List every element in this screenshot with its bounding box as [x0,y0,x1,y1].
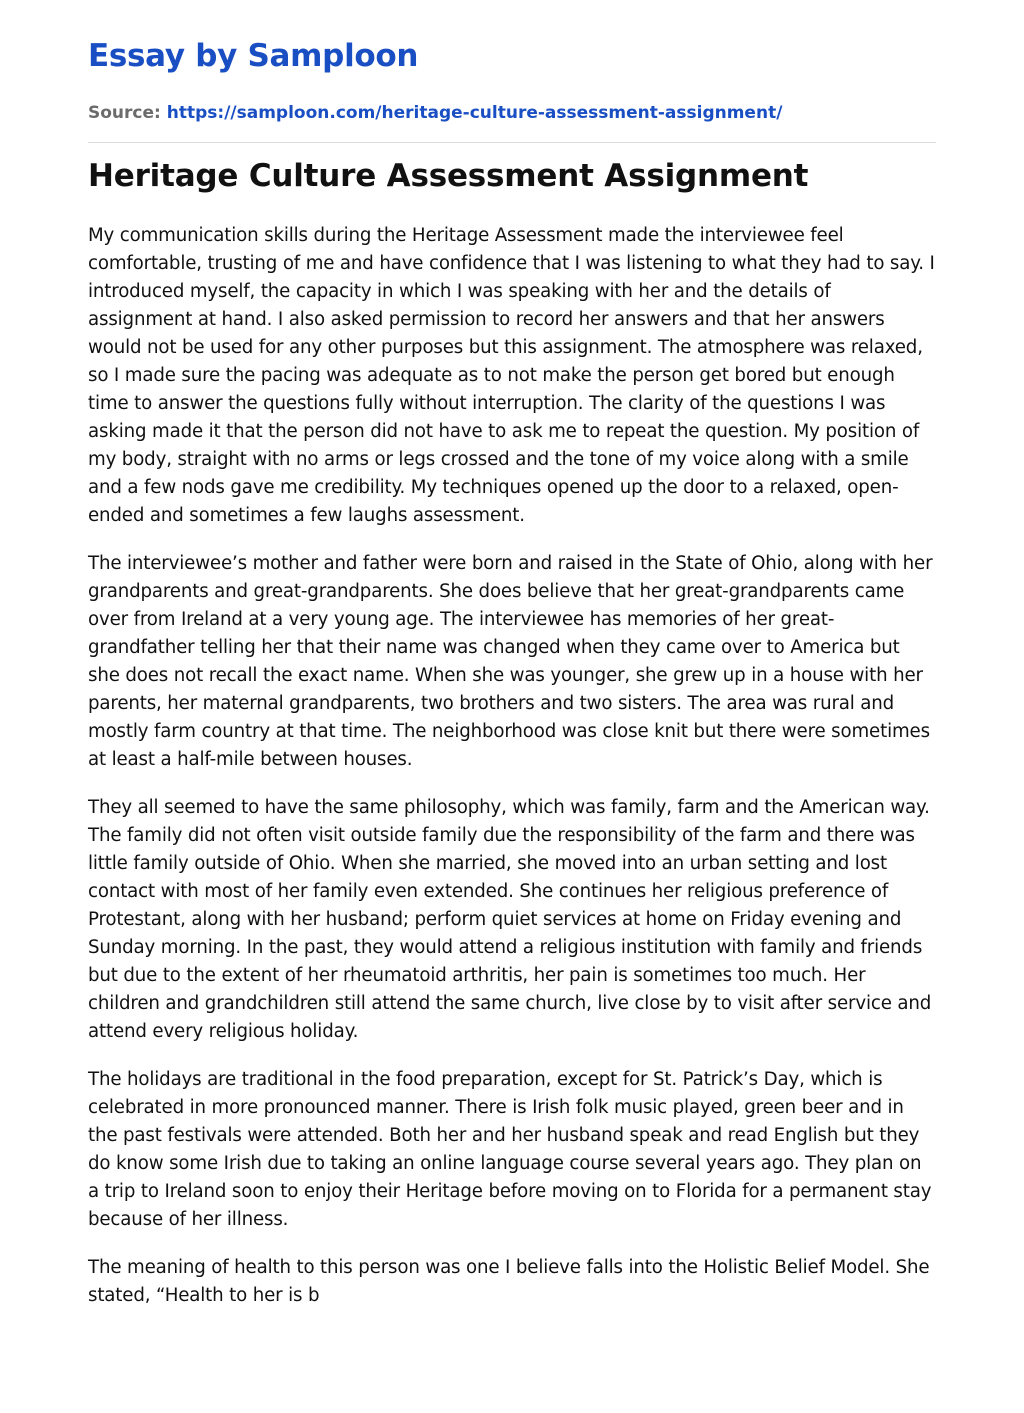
essay-paragraph-2: The interviewee’s mother and father were born and raised in the State of Ohio, along with her grandparents and great-grandparents. She does believe that her great-grandparents came over from Ireland at a very young age. The interviewee has memories of her great-grandfather telling her that their name was changed when they came over to America but she does not recall the exact name. When she was younger, she grew up in a house with her parents, her maternal grandparents, two brothers and two sisters. The area was rural and mostly farm country at that time. The neighborhood was close knit but there were sometimes at least a half-mile between houses. [88,553,933,770]
essay-title: Heritage Culture Assessment Assignment [88,158,809,194]
essay-paragraph-1: My communication skills during the Heritage Assessment made the interviewee feel comfortable, trusting of me and have confidence that I was listening to what they had to say. I introduced myself, the capacity in which I was speaking with her and the details of assignment at hand. I also asked permission to record her answers and that her answers would not be used for any other purposes but this assignment. The atmosphere was relaxed, so I made sure the pacing was adequate as to not make the person get bored but enough time to answer the questions fully without interruption. The clarity of the questions I was asking made it that the person did not have to ask me to repeat the question. My position of my body, straight with no arms or legs crossed and the tone of my voice along with a smile and a few nods gave me credibility. My techniques opened up the door to a relaxed, open-ended and sometimes a few laughs assessment. [88,225,935,526]
essay-paragraph-4: The holidays are traditional in the food preparation, except for St. Patrick’s Day, which is celebrated in more pronounced manner. There is Irish folk music played, green beer and in the past festivals were attended. Both her and her husband speak and read English but they do know some Irish due to taking an online language course several years ago. They plan on a trip to Ireland soon to enjoy their Heritage before moving on to Florida for a permanent stay because of her illness. [88,1069,932,1230]
header-divider [88,142,936,143]
essay-paragraph-3: They all seemed to have the same philosophy, which was family, farm and the American way. The family did not often visit outside family due the responsibility of the farm and there was little family outside of Ohio. When she married, she moved into an urban setting and lost contact with most of her family even extended. She continues her religious preference of Protestant, along with her husband; perform quiet services at home on Friday evening and Sunday morning. In the past, they would attend a religious institution with family and friends but due to the extent of her rheumatoid arthritis, her pain is sometimes too much. Her children and grandchildren still attend the same church, live close by to visit after service and attend every religious holiday. [88,797,932,1042]
essay-paragraph-5: The meaning of health to this person was one I believe falls into the Holistic Belief Model. She stated, “Health to her is b [88,1257,930,1306]
source-label: Source: [88,103,161,123]
source-link[interactable]: https://samploon.com/heritage-culture-assessment-assignment/ [166,103,783,123]
site-brand: Essay by Samploon [88,38,419,74]
essay-body [88,222,936,1310]
essay-page [88,0,936,1310]
source-line [88,101,936,125]
